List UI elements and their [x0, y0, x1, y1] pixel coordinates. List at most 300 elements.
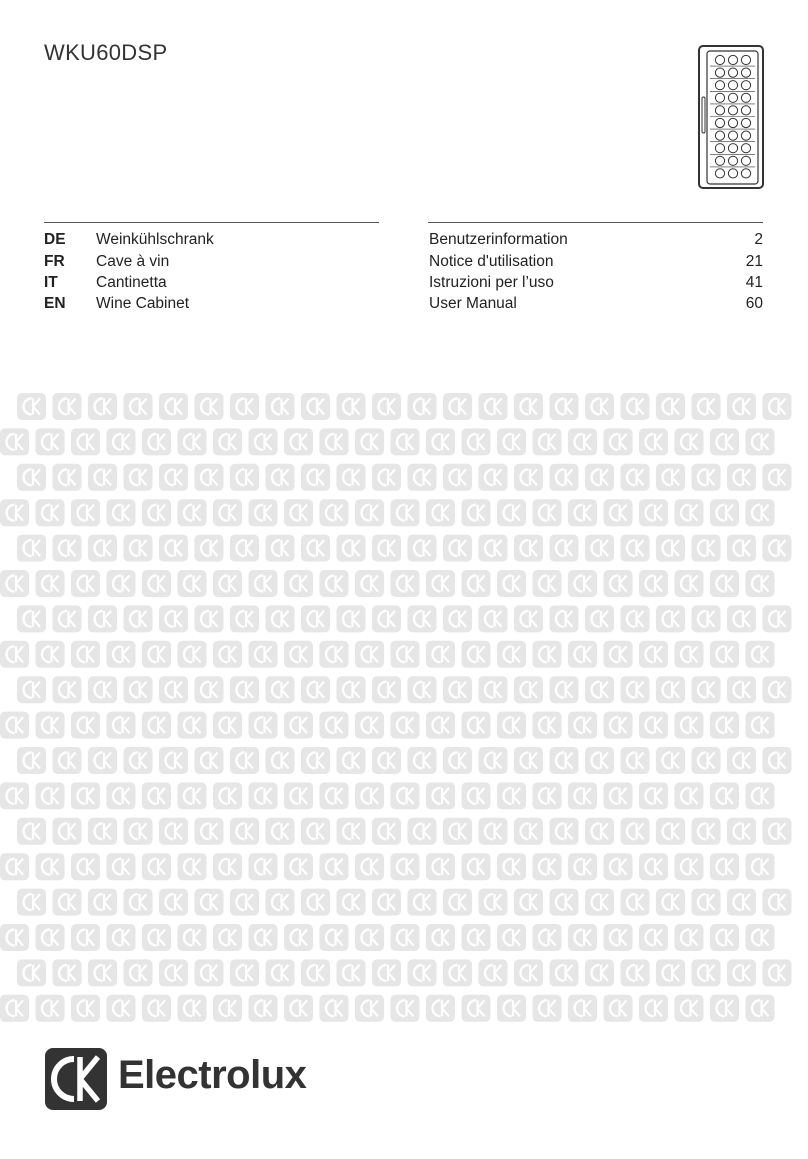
- pattern-tile: [36, 570, 65, 597]
- pattern-tile: [675, 499, 704, 526]
- pattern-tile: [656, 889, 685, 916]
- pattern-tile: [763, 818, 792, 845]
- bottle-slot: [715, 144, 724, 153]
- pattern-tile: [692, 605, 721, 632]
- pattern-tile: [195, 393, 224, 420]
- pattern-tile: [372, 605, 401, 632]
- pattern-tile: [88, 393, 117, 420]
- page-number: 21: [745, 253, 763, 270]
- pattern-tile: [107, 570, 136, 597]
- pattern-tile: [53, 393, 82, 420]
- pattern-tile: [462, 428, 491, 455]
- pattern-tile: [550, 959, 579, 986]
- electrolux-pattern-background: [0, 393, 808, 1043]
- pattern-tile: [36, 782, 65, 809]
- pattern-tile: [621, 464, 650, 491]
- pattern-tile: [639, 570, 668, 597]
- pattern-tile: [266, 393, 295, 420]
- pattern-tile: [355, 782, 384, 809]
- pattern-tile: [497, 853, 526, 880]
- pattern-tile: [391, 924, 420, 951]
- pattern-tile: [533, 995, 562, 1022]
- bottle-slot: [728, 156, 737, 165]
- pattern-tile: [178, 924, 207, 951]
- pattern-tile: [213, 570, 242, 597]
- pattern-tile: [249, 712, 278, 739]
- pattern-tile: [710, 995, 739, 1022]
- pattern-tile: [249, 995, 278, 1022]
- pattern-tile: [337, 676, 366, 703]
- pattern-tile: [320, 924, 349, 951]
- pattern-tile: [479, 818, 508, 845]
- pattern-tile: [727, 889, 756, 916]
- pattern-tile: [710, 853, 739, 880]
- pattern-tile: [301, 889, 330, 916]
- pattern-tile: [301, 535, 330, 562]
- pattern-tile: [107, 853, 136, 880]
- pattern-tile: [479, 959, 508, 986]
- pattern-tile: [426, 712, 455, 739]
- pattern-tile: [230, 535, 259, 562]
- pattern-tile: [604, 641, 633, 668]
- pattern-tile: [213, 428, 242, 455]
- pattern-tile: [497, 570, 526, 597]
- pattern-tile: [284, 853, 313, 880]
- pattern-tile: [88, 747, 117, 774]
- pattern-tile: [426, 995, 455, 1022]
- divider-left: [44, 222, 379, 223]
- pattern-tile: [355, 499, 384, 526]
- pattern-tile: [230, 818, 259, 845]
- bottle-slot: [741, 106, 750, 115]
- pattern-tile: [372, 676, 401, 703]
- pattern-tile: [142, 712, 171, 739]
- pattern-tile: [355, 570, 384, 597]
- pattern-tile: [763, 747, 792, 774]
- pattern-tile: [408, 676, 437, 703]
- pattern-tile: [195, 959, 224, 986]
- pattern-tile: [604, 499, 633, 526]
- pattern-tile: [692, 393, 721, 420]
- pattern-tile: [443, 535, 472, 562]
- pattern-tile: [284, 641, 313, 668]
- pattern-tile: [284, 428, 313, 455]
- bottle-slot: [728, 55, 737, 64]
- pattern-tile: [88, 959, 117, 986]
- pattern-tile: [284, 782, 313, 809]
- pattern-tile: [727, 959, 756, 986]
- bottle-slot: [741, 169, 750, 178]
- bottle-slot: [728, 68, 737, 77]
- pattern-tile: [301, 818, 330, 845]
- pattern-tile: [142, 499, 171, 526]
- bottle-slot: [715, 156, 724, 165]
- pattern-tile: [142, 995, 171, 1022]
- pattern-tile: [195, 747, 224, 774]
- pattern-tile: [746, 712, 775, 739]
- pattern-tile: [36, 641, 65, 668]
- pattern-tile: [159, 676, 188, 703]
- bottle-slot: [741, 118, 750, 127]
- pattern-tile: [213, 712, 242, 739]
- bottle-slot: [741, 68, 750, 77]
- pattern-tile: [178, 712, 207, 739]
- page-number: 2: [754, 231, 763, 248]
- pattern-tile: [550, 535, 579, 562]
- pattern-tile: [391, 782, 420, 809]
- pattern-tile: [763, 889, 792, 916]
- pattern-tile: [355, 428, 384, 455]
- pattern-tile: [17, 959, 46, 986]
- pattern-tile: [391, 853, 420, 880]
- pattern-tile: [195, 676, 224, 703]
- pattern-tile: [142, 641, 171, 668]
- pattern-tile: [408, 605, 437, 632]
- bottle-slot: [728, 93, 737, 102]
- pattern-tile: [0, 570, 29, 597]
- pattern-tile: [604, 782, 633, 809]
- pattern-tile: [497, 641, 526, 668]
- bottle-slot: [741, 55, 750, 64]
- pattern-tile: [727, 676, 756, 703]
- pattern-tile: [479, 889, 508, 916]
- pattern-tile: [372, 889, 401, 916]
- pattern-tile: [230, 605, 259, 632]
- pattern-tile: [320, 995, 349, 1022]
- pattern-tile: [550, 676, 579, 703]
- pattern-tile: [213, 641, 242, 668]
- pattern-tile: [443, 676, 472, 703]
- pattern-tile: [320, 782, 349, 809]
- pattern-tile: [178, 428, 207, 455]
- pattern-tile: [124, 959, 153, 986]
- pattern-tile: [426, 782, 455, 809]
- pattern-tile: [159, 889, 188, 916]
- pattern-tile: [53, 747, 82, 774]
- pattern-tile: [656, 535, 685, 562]
- pattern-tile: [443, 464, 472, 491]
- pattern-tile: [514, 464, 543, 491]
- pattern-tile: [284, 499, 313, 526]
- pattern-tile: [621, 605, 650, 632]
- pattern-tile: [142, 924, 171, 951]
- pattern-tile: [568, 995, 597, 1022]
- pattern-tile: [124, 818, 153, 845]
- pattern-tile: [656, 747, 685, 774]
- pattern-tile: [249, 924, 278, 951]
- pattern-tile: [550, 889, 579, 916]
- pattern-tile: [249, 641, 278, 668]
- bottle-slot: [715, 93, 724, 102]
- pattern-tile: [550, 605, 579, 632]
- pattern-tile: [550, 747, 579, 774]
- pattern-tile: [337, 959, 366, 986]
- pattern-tile: [710, 924, 739, 951]
- pattern-tile: [337, 889, 366, 916]
- pattern-tile: [604, 428, 633, 455]
- pattern-tile: [391, 641, 420, 668]
- pattern-tile: [675, 570, 704, 597]
- pattern-tile: [372, 393, 401, 420]
- pattern-tile: [443, 393, 472, 420]
- pattern-tile: [639, 641, 668, 668]
- pattern-tile: [763, 605, 792, 632]
- pattern-tile: [36, 712, 65, 739]
- pattern-tile: [479, 393, 508, 420]
- pattern-tile: [462, 570, 491, 597]
- pattern-tile: [656, 676, 685, 703]
- pattern-tile: [746, 853, 775, 880]
- pattern-tile: [568, 924, 597, 951]
- pattern-tile: [462, 782, 491, 809]
- pattern-tile: [746, 641, 775, 668]
- pattern-tile: [0, 712, 29, 739]
- pattern-tile: [585, 818, 614, 845]
- pattern-tile: [213, 853, 242, 880]
- pattern-tile: [372, 818, 401, 845]
- pattern-tile: [568, 499, 597, 526]
- pattern-tile: [53, 464, 82, 491]
- pattern-tile: [621, 393, 650, 420]
- pattern-tile: [710, 712, 739, 739]
- pattern-tile: [0, 641, 29, 668]
- pattern-tile: [391, 712, 420, 739]
- pattern-tile: [337, 464, 366, 491]
- pattern-tile: [391, 428, 420, 455]
- pattern-tile: [124, 747, 153, 774]
- pattern-tile: [53, 959, 82, 986]
- pattern-tile: [88, 605, 117, 632]
- pattern-tile: [656, 959, 685, 986]
- pattern-tile: [462, 641, 491, 668]
- pattern-tile: [301, 747, 330, 774]
- bottle-slot: [728, 169, 737, 178]
- pattern-tile: [337, 747, 366, 774]
- pattern-tile: [124, 889, 153, 916]
- pattern-tile: [266, 747, 295, 774]
- language-row-fr[interactable]: [0, 251, 808, 273]
- pattern-tile: [585, 393, 614, 420]
- pattern-tile: [568, 428, 597, 455]
- pattern-tile: [568, 782, 597, 809]
- pattern-tile: [533, 641, 562, 668]
- pattern-tile: [0, 499, 29, 526]
- pattern-tile: [479, 464, 508, 491]
- pattern-tile: [320, 853, 349, 880]
- pattern-tile: [497, 499, 526, 526]
- pattern-tile: [266, 889, 295, 916]
- pattern-tile: [195, 605, 224, 632]
- bottle-slot: [728, 144, 737, 153]
- pattern-tile: [195, 535, 224, 562]
- pattern-tile: [585, 889, 614, 916]
- pattern-tile: [355, 924, 384, 951]
- pattern-tile: [585, 464, 614, 491]
- pattern-tile: [408, 959, 437, 986]
- pattern-tile: [621, 818, 650, 845]
- pattern-tile: [178, 853, 207, 880]
- pattern-tile: [355, 712, 384, 739]
- pattern-tile: [550, 393, 579, 420]
- bottle-slot: [715, 169, 724, 178]
- pattern-tile: [320, 641, 349, 668]
- pattern-tile: [746, 570, 775, 597]
- pattern-tile: [585, 747, 614, 774]
- pattern-tile: [727, 747, 756, 774]
- pattern-tile: [17, 818, 46, 845]
- pattern-tile: [107, 995, 136, 1022]
- bottle-slot: [728, 106, 737, 115]
- pattern-tile: [36, 924, 65, 951]
- pattern-tile: [443, 818, 472, 845]
- pattern-tile: [71, 712, 100, 739]
- pattern-tile: [355, 995, 384, 1022]
- pattern-tile: [426, 853, 455, 880]
- pattern-tile: [604, 712, 633, 739]
- pattern-tile: [710, 782, 739, 809]
- divider-right: [428, 222, 763, 223]
- pattern-tile: [479, 535, 508, 562]
- pattern-tile: [36, 853, 65, 880]
- pattern-tile: [479, 747, 508, 774]
- pattern-tile: [568, 712, 597, 739]
- pattern-tile: [426, 924, 455, 951]
- pattern-tile: [692, 889, 721, 916]
- pattern-tile: [497, 924, 526, 951]
- pattern-tile: [0, 853, 29, 880]
- pattern-tile: [692, 818, 721, 845]
- bottle-slot: [741, 156, 750, 165]
- pattern-tile: [301, 959, 330, 986]
- pattern-tile: [692, 535, 721, 562]
- pattern-tile: [124, 535, 153, 562]
- pattern-tile: [372, 464, 401, 491]
- pattern-tile: [249, 499, 278, 526]
- pattern-tile: [514, 747, 543, 774]
- pattern-tile: [142, 570, 171, 597]
- language-row-it[interactable]: [0, 272, 808, 294]
- pattern-tile: [675, 641, 704, 668]
- pattern-tile: [142, 428, 171, 455]
- pattern-tile: [462, 499, 491, 526]
- pattern-tile: [408, 889, 437, 916]
- pattern-tile: [533, 570, 562, 597]
- pattern-tile: [443, 747, 472, 774]
- pattern-tile: [568, 570, 597, 597]
- pattern-tile: [656, 393, 685, 420]
- pattern-tile: [71, 924, 100, 951]
- pattern-tile: [284, 995, 313, 1022]
- page-number: 41: [745, 274, 763, 291]
- pattern-tile: [763, 535, 792, 562]
- pattern-tile: [568, 853, 597, 880]
- page-number: 60: [745, 295, 763, 312]
- pattern-tile: [763, 676, 792, 703]
- pattern-tile: [621, 889, 650, 916]
- pattern-tile: [710, 499, 739, 526]
- pattern-tile: [639, 995, 668, 1022]
- pattern-tile: [514, 393, 543, 420]
- pattern-tile: [550, 818, 579, 845]
- pattern-tile: [178, 570, 207, 597]
- pattern-tile: [17, 605, 46, 632]
- brand-name: Electrolux: [118, 1053, 307, 1097]
- pattern-tile: [479, 605, 508, 632]
- pattern-tile: [533, 428, 562, 455]
- pattern-tile: [727, 535, 756, 562]
- product-name: Weinkühlschrank: [96, 231, 214, 248]
- pattern-tile: [320, 570, 349, 597]
- pattern-tile: [639, 499, 668, 526]
- pattern-tile: [249, 428, 278, 455]
- pattern-tile: [621, 535, 650, 562]
- bottle-slot: [741, 131, 750, 140]
- pattern-tile: [107, 428, 136, 455]
- pattern-tile: [230, 959, 259, 986]
- pattern-tile: [763, 393, 792, 420]
- pattern-tile: [727, 393, 756, 420]
- pattern-tile: [656, 818, 685, 845]
- pattern-tile: [746, 499, 775, 526]
- pattern-tile: [692, 747, 721, 774]
- pattern-tile: [746, 782, 775, 809]
- pattern-tile: [178, 499, 207, 526]
- pattern-tile: [0, 924, 29, 951]
- pattern-tile: [675, 995, 704, 1022]
- language-row-de[interactable]: [0, 229, 808, 251]
- pattern-tile: [585, 605, 614, 632]
- pattern-tile: [675, 782, 704, 809]
- pattern-tile: [675, 924, 704, 951]
- pattern-tile: [656, 464, 685, 491]
- pattern-tile: [159, 818, 188, 845]
- pattern-tile: [107, 924, 136, 951]
- pattern-tile: [692, 676, 721, 703]
- product-name: Cantinetta: [96, 274, 167, 291]
- pattern-tile: [320, 428, 349, 455]
- pattern-tile: [746, 995, 775, 1022]
- language-code: EN: [44, 295, 66, 312]
- pattern-tile: [124, 676, 153, 703]
- pattern-tile: [17, 393, 46, 420]
- language-code: FR: [44, 253, 65, 270]
- bottle-slot: [741, 93, 750, 102]
- language-row-en[interactable]: [0, 293, 808, 315]
- pattern-tile: [391, 995, 420, 1022]
- pattern-tile: [462, 995, 491, 1022]
- pattern-tile: [408, 818, 437, 845]
- pattern-tile: [249, 782, 278, 809]
- pattern-tile: [585, 535, 614, 562]
- pattern-tile: [301, 393, 330, 420]
- pattern-tile: [443, 889, 472, 916]
- pattern-tile: [159, 393, 188, 420]
- pattern-tile: [639, 712, 668, 739]
- product-name: Cave à vin: [96, 253, 170, 270]
- pattern-tile: [53, 676, 82, 703]
- pattern-tile: [621, 676, 650, 703]
- pattern-tile: [320, 712, 349, 739]
- pattern-tile: [159, 535, 188, 562]
- pattern-tile: [443, 605, 472, 632]
- pattern-tile: [249, 570, 278, 597]
- pattern-tile: [408, 464, 437, 491]
- pattern-tile: [53, 535, 82, 562]
- bottle-slot: [715, 106, 724, 115]
- bottle-slot: [715, 81, 724, 90]
- pattern-tile: [675, 428, 704, 455]
- pattern-tile: [230, 464, 259, 491]
